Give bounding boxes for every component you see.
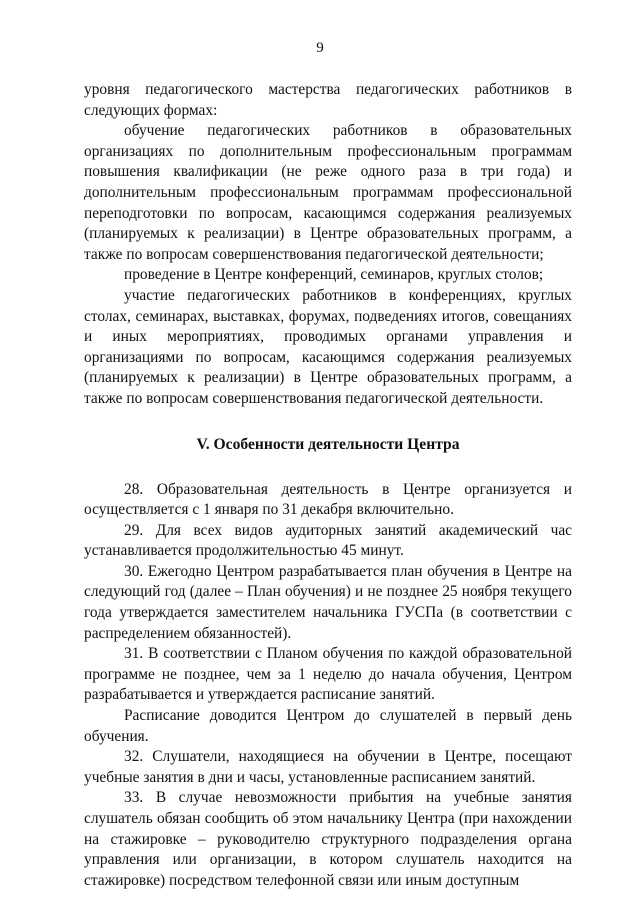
paragraph-conferences: проведение в Центре конференций, семинаров, круглых столов; — [124, 266, 544, 284]
paragraph-29: 29. Для всех видов аудиторных занятий академический час устанавливается продолжительностью 45 минут. — [84, 521, 572, 560]
paragraph-participation: участие педагогических работников в конференциях, круглых столах, семинарах, выставках, форумах, подведениях итогов, совещаниях и иных мероприятиях, проводимых органами управления и организациями по вопросам, касающимся содержания реализуемых (планируемых к реализации) в Центре образовательных программ, а также по вопросам совершенствования педагогической деятельности. — [84, 286, 572, 407]
paragraph-30: 30. Ежегодно Центром разрабатывается план обучения в Центре на следующий год (далее – План обучения) и не позднее 25 ноября текущего года утверждается заместителем начальника ГУСПа (в соответствии с распределением обязанностей). — [84, 562, 572, 642]
section-heading: V. Особенности деятельности Центра — [196, 435, 460, 453]
paragraph-continuation: уровня педагогического мастерства педагогических работников в следующих формах: — [84, 81, 572, 119]
paragraph-31: 31. В соответствии с Планом обучения по каждой образовательной программе не позднее, чем за 1 неделю до начала обучения, Центром разрабатывается и утверждается расписание занятий. — [84, 645, 572, 704]
page-body — [84, 80, 572, 891]
paragraph-schedule: Расписание доводится Центром до слушателей в первый день обучения. — [84, 707, 572, 745]
paragraph-28: 28. Образовательная деятельность в Центре организуется и осуществляется с 1 января по 31 декабря включительно. — [84, 480, 572, 519]
paragraph-32: 32. Слушатели, находящиеся на обучении в Центре, посещают учебные занятия в дни и часы, установленные расписанием занятий. — [84, 748, 572, 786]
paragraph-training-courses: обучение педагогических работников в образовательных организациях по дополнительным профессиональным программам повышения квалификации (не реже одного раза в три года) и дополнительным профессиональным программам профессиональной переподготовки по вопросам, касающимся содержания реализуемых (планируемых к реализации) в Центре образовательных программ, а также по вопросам совершенствования педагогической деятельности; — [84, 122, 572, 263]
page-number: 9 — [316, 40, 324, 56]
paragraph-33: 33. В случае невозможности прибытия на учебные занятия слушатель обязан сообщить об этом начальнику Центра (при нахождении на стажировке – руководителю структурного подразделения органа управления или организации, в котором слушатель находится на стажировке) посредством телефонной связи или иным доступным — [84, 789, 572, 889]
